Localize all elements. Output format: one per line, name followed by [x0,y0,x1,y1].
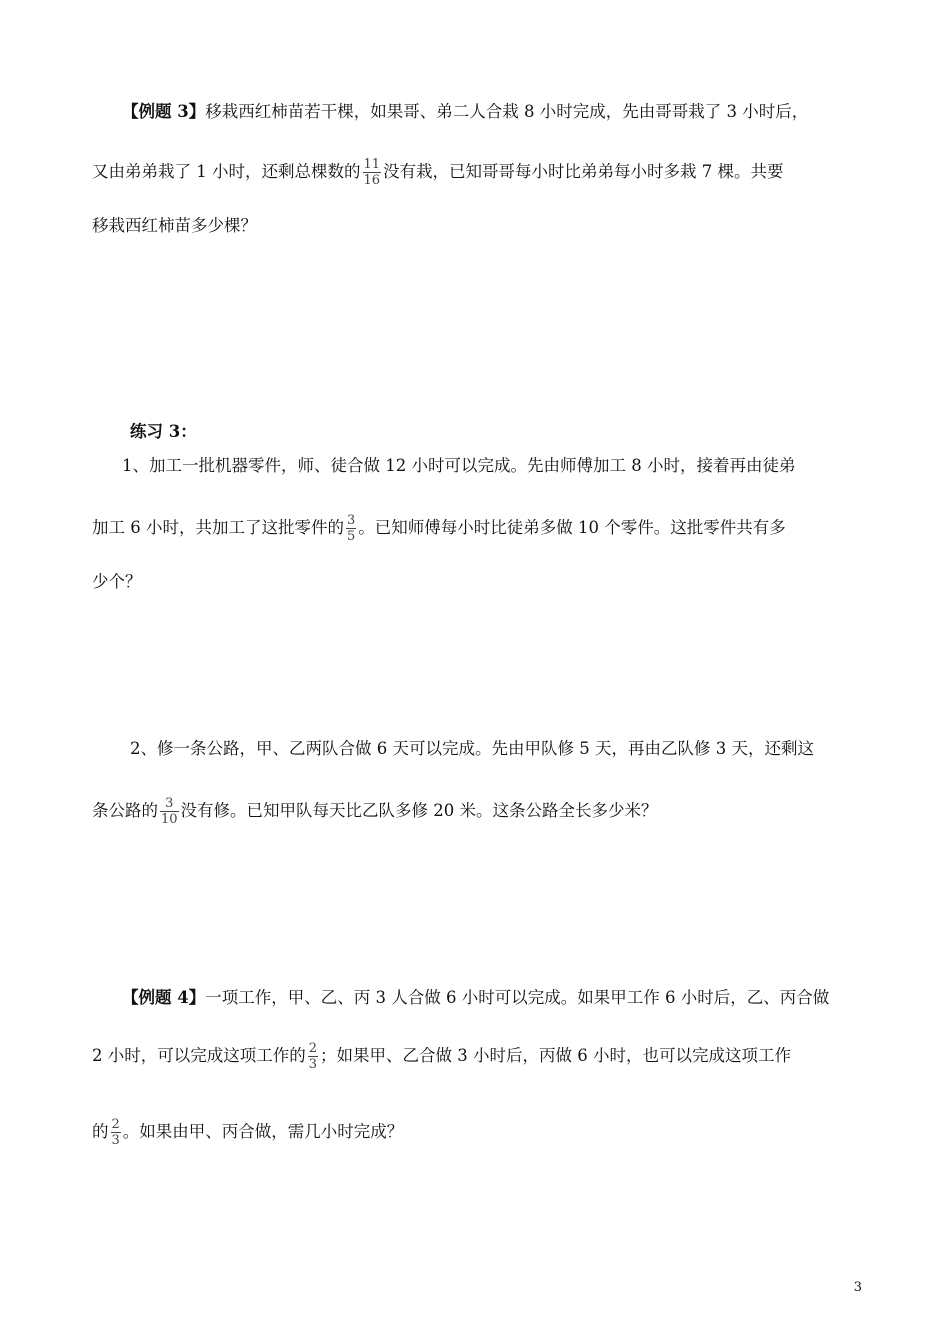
example-4-text-3b: 。如果由甲、丙合做，需几小时完成？ [122,1122,404,1141]
example-3-line-3 [92,206,257,246]
question-2-text-1: 2、修一条公路，甲、乙两队合做 6 天可以完成。先由甲队修 5 天，再由乙队修 3 天，还剩这 [130,739,814,758]
fraction: $\frac{3}{10}$ [161,796,178,827]
fraction: $\frac{2}{3}$ [308,1041,318,1072]
question-1-text-3: 少个？ [92,572,142,591]
example-4-text-3a: 的 [92,1122,109,1141]
example-3-text-2a: 又由弟弟栽了 1 小时，还剩总棵数的 [92,162,361,181]
example-3-text-3: 移栽西红柿苗多少棵？ [92,216,257,235]
example-3-label: 【例题 3】 [122,102,206,121]
example-4-text-1: 一项工作，甲、乙、丙 3 人合做 6 小时可以完成。如果甲工作 6 小时后，乙、丙合做 [205,988,830,1007]
question-1-line-1 [122,446,795,486]
fraction: $\frac{2}{3}$ [111,1117,120,1148]
example-3-line-1 [122,92,808,132]
example-3-text-2b: 没有栽，已知哥哥每小时比弟弟每小时多栽 7 棵。共要 [383,162,784,181]
question-1-text-2a: 加工 6 小时，共加工了这批零件的 [92,518,344,537]
question-2-text-2b: 没有修。已知甲队每天比乙队多修 20 米。这条公路全长多少米？ [180,801,658,820]
fraction: $\frac{3}{5}$ [347,513,356,544]
example-4-text-2b: ；如果甲、乙合做 3 小时后，丙做 6 小时，也可以完成这项工作 [320,1046,792,1065]
fraction: $\frac{11}{16}$ [363,157,381,188]
question-1-line-3 [92,562,142,602]
example-4-line-2 [92,1036,791,1076]
question-1-text-2b: 。已知师傅每小时比徒弟多做 10 个零件。这批零件共有多 [358,518,786,537]
question-1-text-1: 1、加工一批机器零件，师、徒合做 12 小时可以完成。先由师傅加工 8 小时，接着再由徒弟 [122,456,796,475]
example-4-line-1 [122,978,829,1018]
page-number: 3 [853,1280,862,1295]
example-4-text-2a: 2 小时，可以完成这项工作的 [92,1046,306,1065]
example-4-line-3 [92,1112,403,1152]
question-2-line-2 [92,791,658,831]
example-3-line-2 [92,152,784,192]
practice-3-heading: 练习 3： [130,422,197,441]
example-3-text-1: 移栽西红柿苗若干棵，如果哥、弟二人合栽 8 小时完成，先由哥哥栽了 3 小时后， [205,102,809,121]
question-2-line-1 [130,729,814,769]
question-1-line-2 [92,508,786,548]
question-2-text-2a: 条公路的 [92,801,158,820]
example-4-label: 【例题 4】 [122,988,206,1007]
